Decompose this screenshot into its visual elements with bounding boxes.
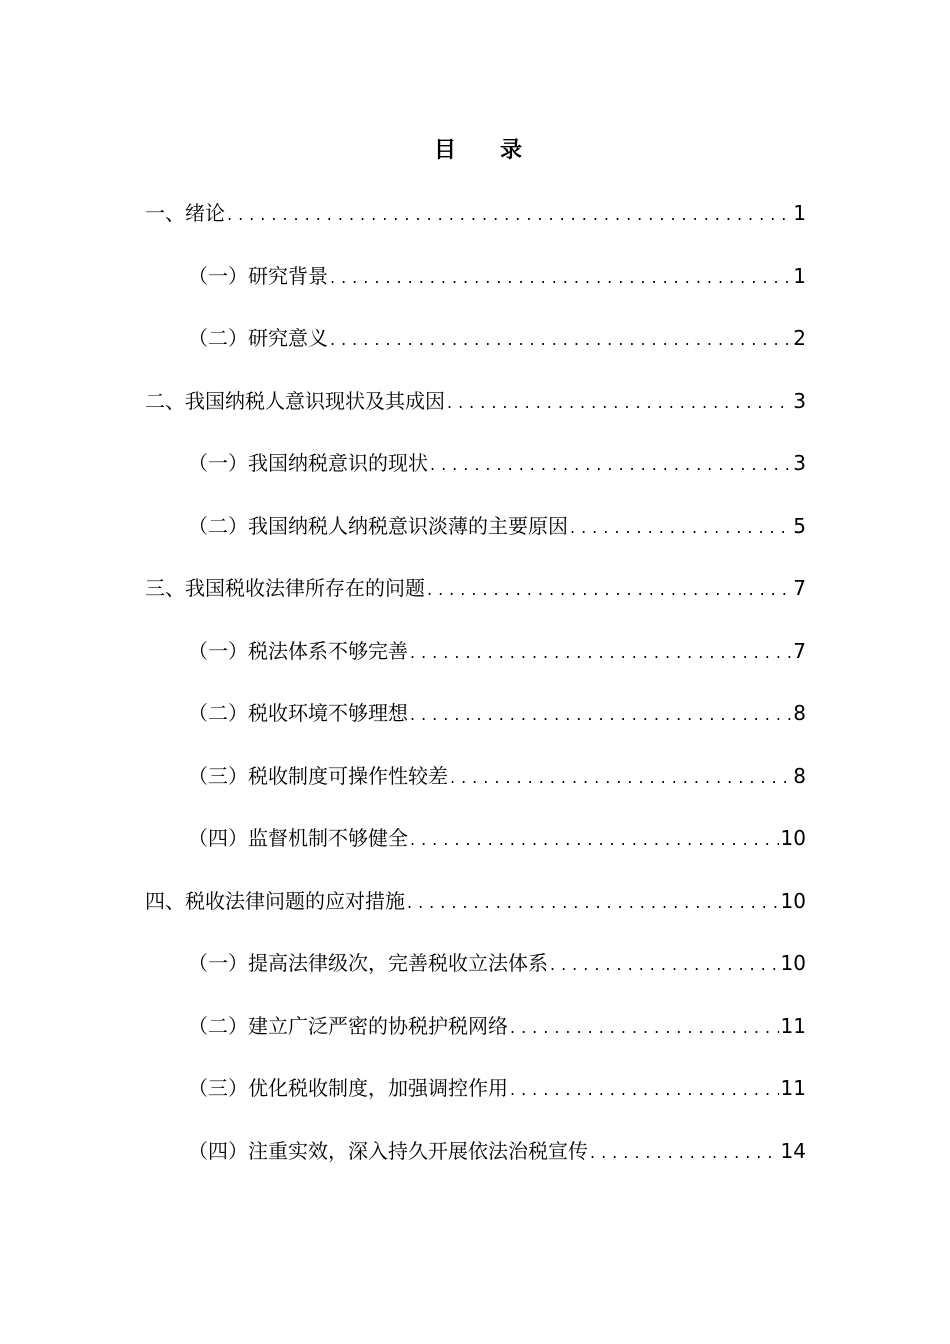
toc-entry-text: （二）建立广泛严密的协税护税网络 <box>188 1013 508 1038</box>
toc-entry-text: （四）监督机制不够健全 <box>188 826 408 850</box>
toc-entry-text: （四）注重实效，深入持久开展依法治税宣传 <box>188 1138 588 1163</box>
toc-entry[interactable] <box>188 509 806 543</box>
toc-entry[interactable] <box>188 1009 806 1043</box>
toc-leader-dots <box>407 888 779 918</box>
toc-entry[interactable] <box>188 321 806 355</box>
toc-entry-text: （一）研究背景 <box>188 263 328 288</box>
toc-entry[interactable] <box>188 946 806 980</box>
toc-leader-dots <box>447 388 791 418</box>
toc-page-number: 1 <box>793 201 806 225</box>
toc-leader-dots <box>410 825 779 855</box>
toc-entry-text: 三、我国税收法律所存在的问题 <box>145 576 425 600</box>
toc-page-number: 14 <box>780 1138 806 1163</box>
toc-entry-text: （一）我国纳税意识的现状 <box>188 451 428 475</box>
toc-leader-dots <box>227 200 791 230</box>
toc-entry-text: （二）税收环境不够理想 <box>188 701 408 725</box>
toc-entry[interactable] <box>188 1134 806 1168</box>
toc-entry[interactable] <box>188 696 806 730</box>
toc-leader-dots <box>330 263 791 293</box>
toc-entry[interactable] <box>145 384 806 418</box>
toc-entry-text: 四、税收法律问题的应对措施 <box>145 888 405 913</box>
toc-page-number: 11 <box>780 1076 806 1100</box>
toc-entry[interactable] <box>188 759 806 793</box>
toc-leader-dots <box>510 1013 779 1043</box>
toc-leader-dots <box>410 700 791 730</box>
toc-page-number: 8 <box>793 763 806 788</box>
toc-entry[interactable] <box>188 1071 806 1105</box>
toc-title: 目录 <box>433 138 566 163</box>
toc-leader-dots <box>410 638 791 668</box>
toc-leader-dots <box>510 1075 779 1105</box>
toc-entry-text: 二、我国纳税人意识现状及其成因 <box>145 388 445 413</box>
toc-page-number: 5 <box>793 513 806 538</box>
toc-page-number: 11 <box>780 1013 806 1038</box>
toc-leader-dots <box>427 575 791 605</box>
toc-entry-text: 一、绪论 <box>145 201 225 225</box>
toc-entry-text: （三）税收制度可操作性较差 <box>188 763 448 788</box>
toc-page-number: 3 <box>793 388 806 413</box>
toc-entry[interactable] <box>145 884 806 918</box>
toc-leader-dots <box>590 1138 779 1168</box>
toc-page-number: 7 <box>793 638 806 663</box>
toc-entry-text: （三）优化税收制度，加强调控作用 <box>188 1076 508 1100</box>
toc-entry-text: （一）税法体系不够完善 <box>188 638 408 663</box>
toc-page-number: 3 <box>793 451 806 475</box>
toc-page-number: 2 <box>793 326 806 350</box>
toc-entry-text: （二）研究意义 <box>188 326 328 350</box>
toc-entry[interactable] <box>188 259 806 293</box>
toc-leader-dots <box>570 513 791 543</box>
toc-entry[interactable] <box>188 821 806 855</box>
toc-leader-dots <box>330 325 791 355</box>
toc-entry[interactable] <box>188 446 806 480</box>
toc-entry-text: （一）提高法律级次，完善税收立法体系 <box>188 951 548 975</box>
toc-entry[interactable] <box>145 571 806 605</box>
toc-leader-dots <box>550 950 779 980</box>
toc-leader-dots <box>430 450 791 480</box>
toc-page-number: 8 <box>793 701 806 725</box>
toc-page-number: 10 <box>780 888 806 913</box>
toc-entry[interactable] <box>145 196 806 230</box>
toc-page-number: 1 <box>793 263 806 288</box>
toc-page-number: 7 <box>793 576 806 600</box>
toc-entry-text: （二）我国纳税人纳税意识淡薄的主要原因 <box>188 513 568 538</box>
toc-entry[interactable] <box>188 634 806 668</box>
toc-page-number: 10 <box>780 951 806 975</box>
toc-leader-dots <box>450 763 791 793</box>
toc-page-number: 10 <box>780 826 806 850</box>
